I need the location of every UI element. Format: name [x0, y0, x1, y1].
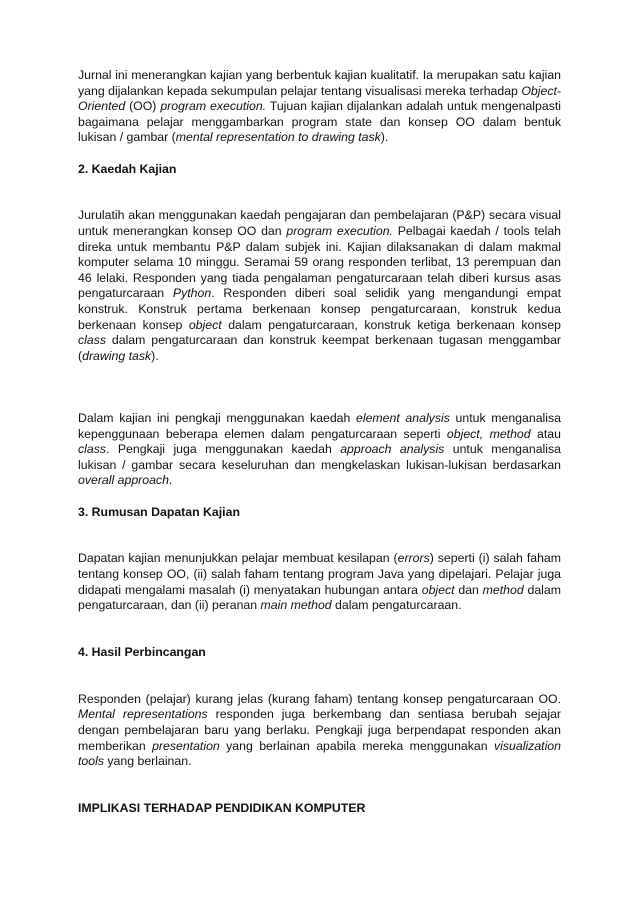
text-run: (OO)	[125, 99, 161, 114]
text-run: ).	[151, 348, 159, 363]
text-run: ).	[380, 130, 389, 145]
text-run-italic: presentation	[152, 738, 220, 753]
text-run: Responden (pelajar) kurang jelas (kurang faham) tentang konsep pengaturcaraan OO.	[78, 691, 561, 706]
text-run: Pelbagai kaedah / tools telah direka untuk membantu P&P dalam subjek ini. Kajian dilaksanakan di dalam makmal komputer selama 10 minggu. Seramai 59 orang responden terlibat, 13 perempuan dan 46 lelaki. Responden yang tiada pengalaman pengaturcaraan telah diberi kursus asas pengaturcaraan	[78, 223, 562, 301]
text-run-italic: approach analysis	[340, 442, 445, 457]
text-run: dalam pengaturcaraan, dan (ii) peranan	[78, 582, 561, 613]
text-run-italic: mental representation to drawing task	[175, 130, 381, 145]
text-run-italic: Object-Oriented	[78, 83, 561, 114]
text-run-italic: class	[78, 442, 107, 457]
section-heading-kaedah-kajian: 2. Kaedah Kajian	[78, 161, 177, 176]
text-run-italic: overall approach	[78, 473, 169, 488]
text-run: Tujuan kajian dijalankan adalah untuk mengenalpasti bagaimana pelajar menggambarkan program state dan konsep OO dalam bentuk lukisan / gambar (	[78, 99, 562, 145]
paragraph-intro	[78, 68, 561, 146]
section-heading-hasil: 4. Hasil Perbincangan	[78, 644, 206, 659]
text-run-italic: class	[78, 333, 107, 348]
text-run-italic: Python	[172, 286, 212, 301]
text-run: dalam pengaturcaraan dan konstruk keempat berkenaan tugasan menggambar (	[78, 333, 561, 363]
text-run: ) seperti (i) salah faham tentang konsep OO, (ii) salah faham tentang program Java yang dipelajari. Pelajar juga didapati mengalami masalah (i) menyatakan hubungan antara	[78, 551, 561, 597]
document-page	[78, 68, 561, 817]
text-run-italic: object	[188, 317, 222, 332]
paragraph-discussion	[78, 692, 561, 770]
section-heading-rumusan: 3. Rumusan Dapatan Kajian	[78, 504, 240, 519]
text-run: untuk menganalisa kepenggunaan beberapa elemen dalam pengaturcaraan seperti	[78, 411, 561, 441]
text-run-italic: object, method	[446, 426, 531, 441]
text-run: Dapatan kajian menunjukkan pelajar membuat kesilapan (	[78, 551, 398, 566]
text-run-italic: drawing task	[82, 348, 152, 363]
text-run-italic: method	[482, 582, 524, 597]
text-run: yang berlainan.	[103, 754, 192, 769]
text-run-italic: element analysis	[356, 411, 450, 426]
text-run-italic: visualization tools	[78, 738, 561, 769]
text-run: responden juga berkembang dan sentiasa berubah sejajar dengan pembelajaran baru yang berlaku. Pengkaji juga berpendapat responden akan memberikan	[78, 707, 562, 753]
text-run: dan	[454, 582, 483, 597]
text-run-italic: Mental representations	[78, 707, 208, 722]
paragraph-analysis	[78, 411, 561, 489]
text-run-italic: errors	[397, 551, 430, 566]
text-run: Jurnal ini menerangkan kajian yang berbentuk kajian kualitatif. Ia merupakan satu kajian yang dijalankan kepada sekumpulan pelajar tentang visualisasi mereka terhadap	[78, 68, 561, 98]
text-run: Dalam kajian ini pengkaji menggunakan kaedah	[78, 411, 357, 426]
paragraph-method	[78, 208, 561, 364]
text-run: Jurulatih akan menggunakan kaedah pengajaran dan pembelajaran (P&P) secara visual untuk menerangkan konsep OO dan	[78, 208, 561, 238]
text-run-italic: main method	[260, 598, 332, 613]
paragraph-findings	[78, 551, 561, 613]
text-run: . Pengkaji juga menggunakan kaedah	[106, 442, 341, 457]
text-run: dalam pengaturcaraan, konstruk ketiga berkenaan konsep	[221, 317, 561, 332]
text-run: yang berlainan apabila mereka menggunakan	[219, 738, 494, 753]
text-run: dalam pengaturcaraan.	[331, 598, 462, 613]
section-heading-implikasi: IMPLIKASI TERHADAP PENDIDIKAN KOMPUTER	[78, 800, 366, 815]
text-run-italic: program execution.	[286, 223, 393, 238]
text-run: untuk menganalisa lukisan / gambar secara keseluruhan dan mengkelaskan lukisan-lukisan berdasarkan	[78, 442, 561, 472]
text-run-italic: object	[421, 582, 455, 597]
text-run: atau	[530, 426, 561, 441]
text-run-italic: program execution.	[160, 99, 267, 114]
text-run: . Responden diberi soal selidik yang mengandungi empat konstruk. Konstruk pertama berkenaan konsep pengaturcaraan, konstruk kedua berkenaan konsep	[78, 286, 562, 332]
text-run: .	[168, 473, 173, 488]
